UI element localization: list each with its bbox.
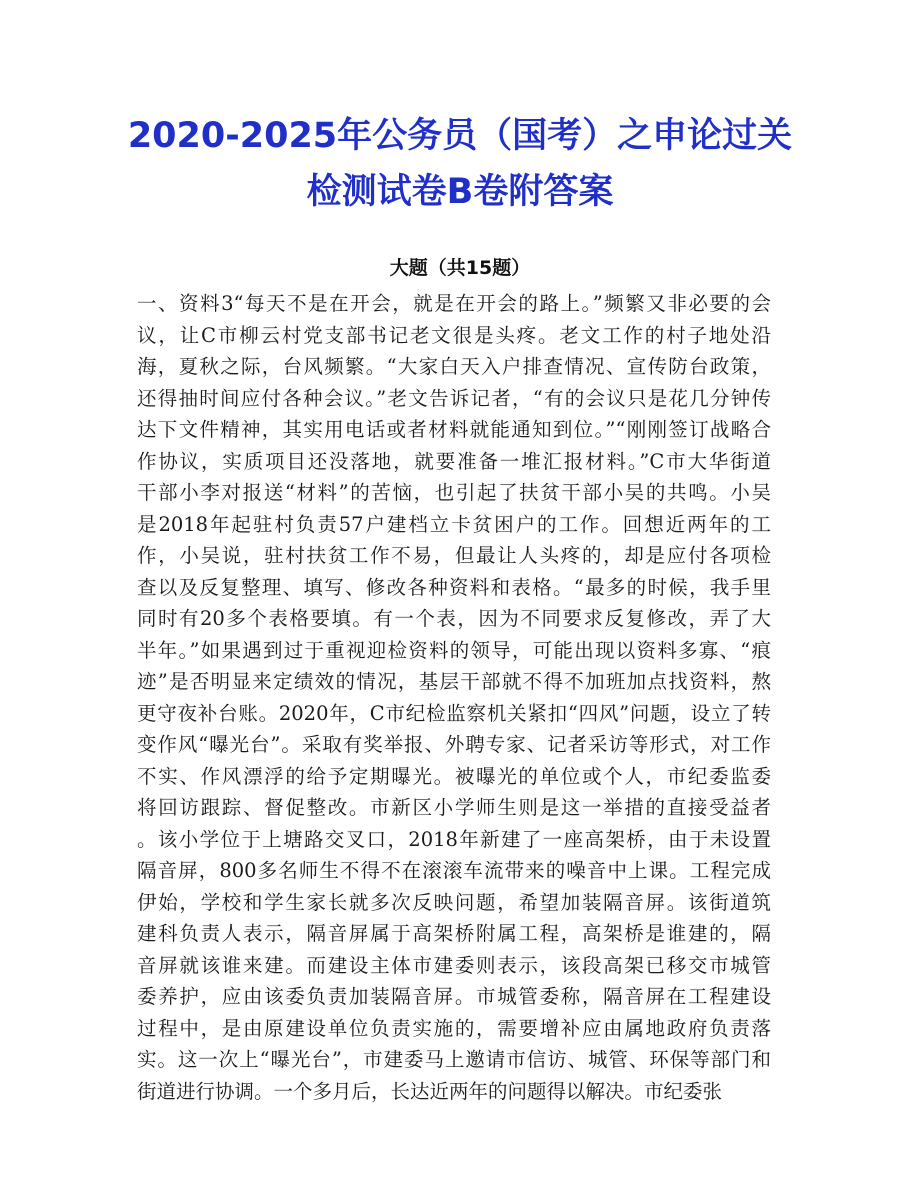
body-line: 还得抽时间应付各种会议。”老文告诉记者，“有的会议只是花几分钟传 [137,386,771,410]
body-line: 更守夜补台账。2020年，C市纪检监察机关紧扣“四风”问题，设立了转 [137,701,771,725]
body-line: 实。这一次上“曝光台”，市建委马上邀请市信访、城管、环保等部门和 [137,1048,771,1071]
body-line: 建科负责人表示，隔音屏属于高架桥附属工程，高架桥是谁建的，隔 [137,922,771,945]
document-title [0,108,920,220]
body-line: 伊始，学校和学生家长就多次反映问题，希望加装隔音屏。该街道筑 [137,890,771,914]
body-line: 委养护，应由该委负责加装隔音屏。市城管委称，隔音屏在工程建设 [137,985,771,1008]
body-line: 变作风“曝光台”。采取有奖举报、外聘专家、记者采访等形式，对工作 [137,733,771,756]
body-line: 迹”是否明显来定绩效的情况，基层干部就不得不加班加点找资料，熬 [137,670,771,693]
body-line: 隔音屏，800多名师生不得不在滚滚车流带来的噪音中上课。工程完成 [137,859,771,882]
body-line: 街道进行协调。一个多月后，长达近两年的问题得以解决。市纪委张 [137,1079,723,1103]
body-line: 查以及反复整理、填写、修改各种资料和表格。“最多的时候，我手里 [137,575,771,599]
body-line: 音屏就该谁来建。而建设主体市建委则表示，该段高架已移交市城管 [137,953,771,977]
body-line: 半年。”如果遇到过于重视迎检资料的领导，可能出现以资料多寡、“痕 [137,638,771,662]
body-line: 同时有20多个表格要填。有一个表，因为不同要求反复修改，弄了大 [137,607,771,630]
document-title-line-1: 2020-2025年公务员（国考）之申论过关 [127,116,793,156]
body-line: 是2018年起驻村负责57户建档立卡贫困户的工作。回想近两年的工 [137,512,771,536]
body-line: 一、资料3“每天不是在开会，就是在开会的路上。”频繁又非必要的会 [137,292,771,315]
body-line: 干部小李对报送“材料”的苦恼，也引起了扶贫干部小吴的共鸣。小吴 [137,481,771,504]
body-line: 作协议，实质项目还没落地，就要准备一堆汇报材料。”C市大华街道 [137,449,771,473]
body-line: 议，让C市柳云村党支部书记老文很是头疼。老文工作的村子地处沿 [137,323,771,347]
body-line: 海，夏秋之际，台风频繁。“大家白天入户排查情况、宣传防台政策， [137,355,771,378]
body-line: 过程中，是由原建设单位负责实施的，需要增补应由属地政府负责落 [137,1016,771,1040]
body-line: 。该小学位于上塘路交叉口，2018年新建了一座高架桥，由于未设置 [137,827,771,851]
body-line: 不实、作风漂浮的给予定期曝光。被曝光的单位或个人，市纪委监委 [137,764,771,788]
document-title-line-2: 检测试卷B卷附答案 [306,172,614,212]
section-heading: 大题（共15题） [389,257,531,279]
document-body [137,288,787,1107]
body-line: 作，小吴说，驻村扶贫工作不易，但最让人头疼的，却是应付各项检 [137,544,771,567]
body-line: 达下文件精神，其实用电话或者材料就能通知到位。”“刚刚签订战略合 [137,418,771,441]
body-line: 将回访跟踪、督促整改。市新区小学师生则是这一举措的直接受益者 [137,796,771,819]
